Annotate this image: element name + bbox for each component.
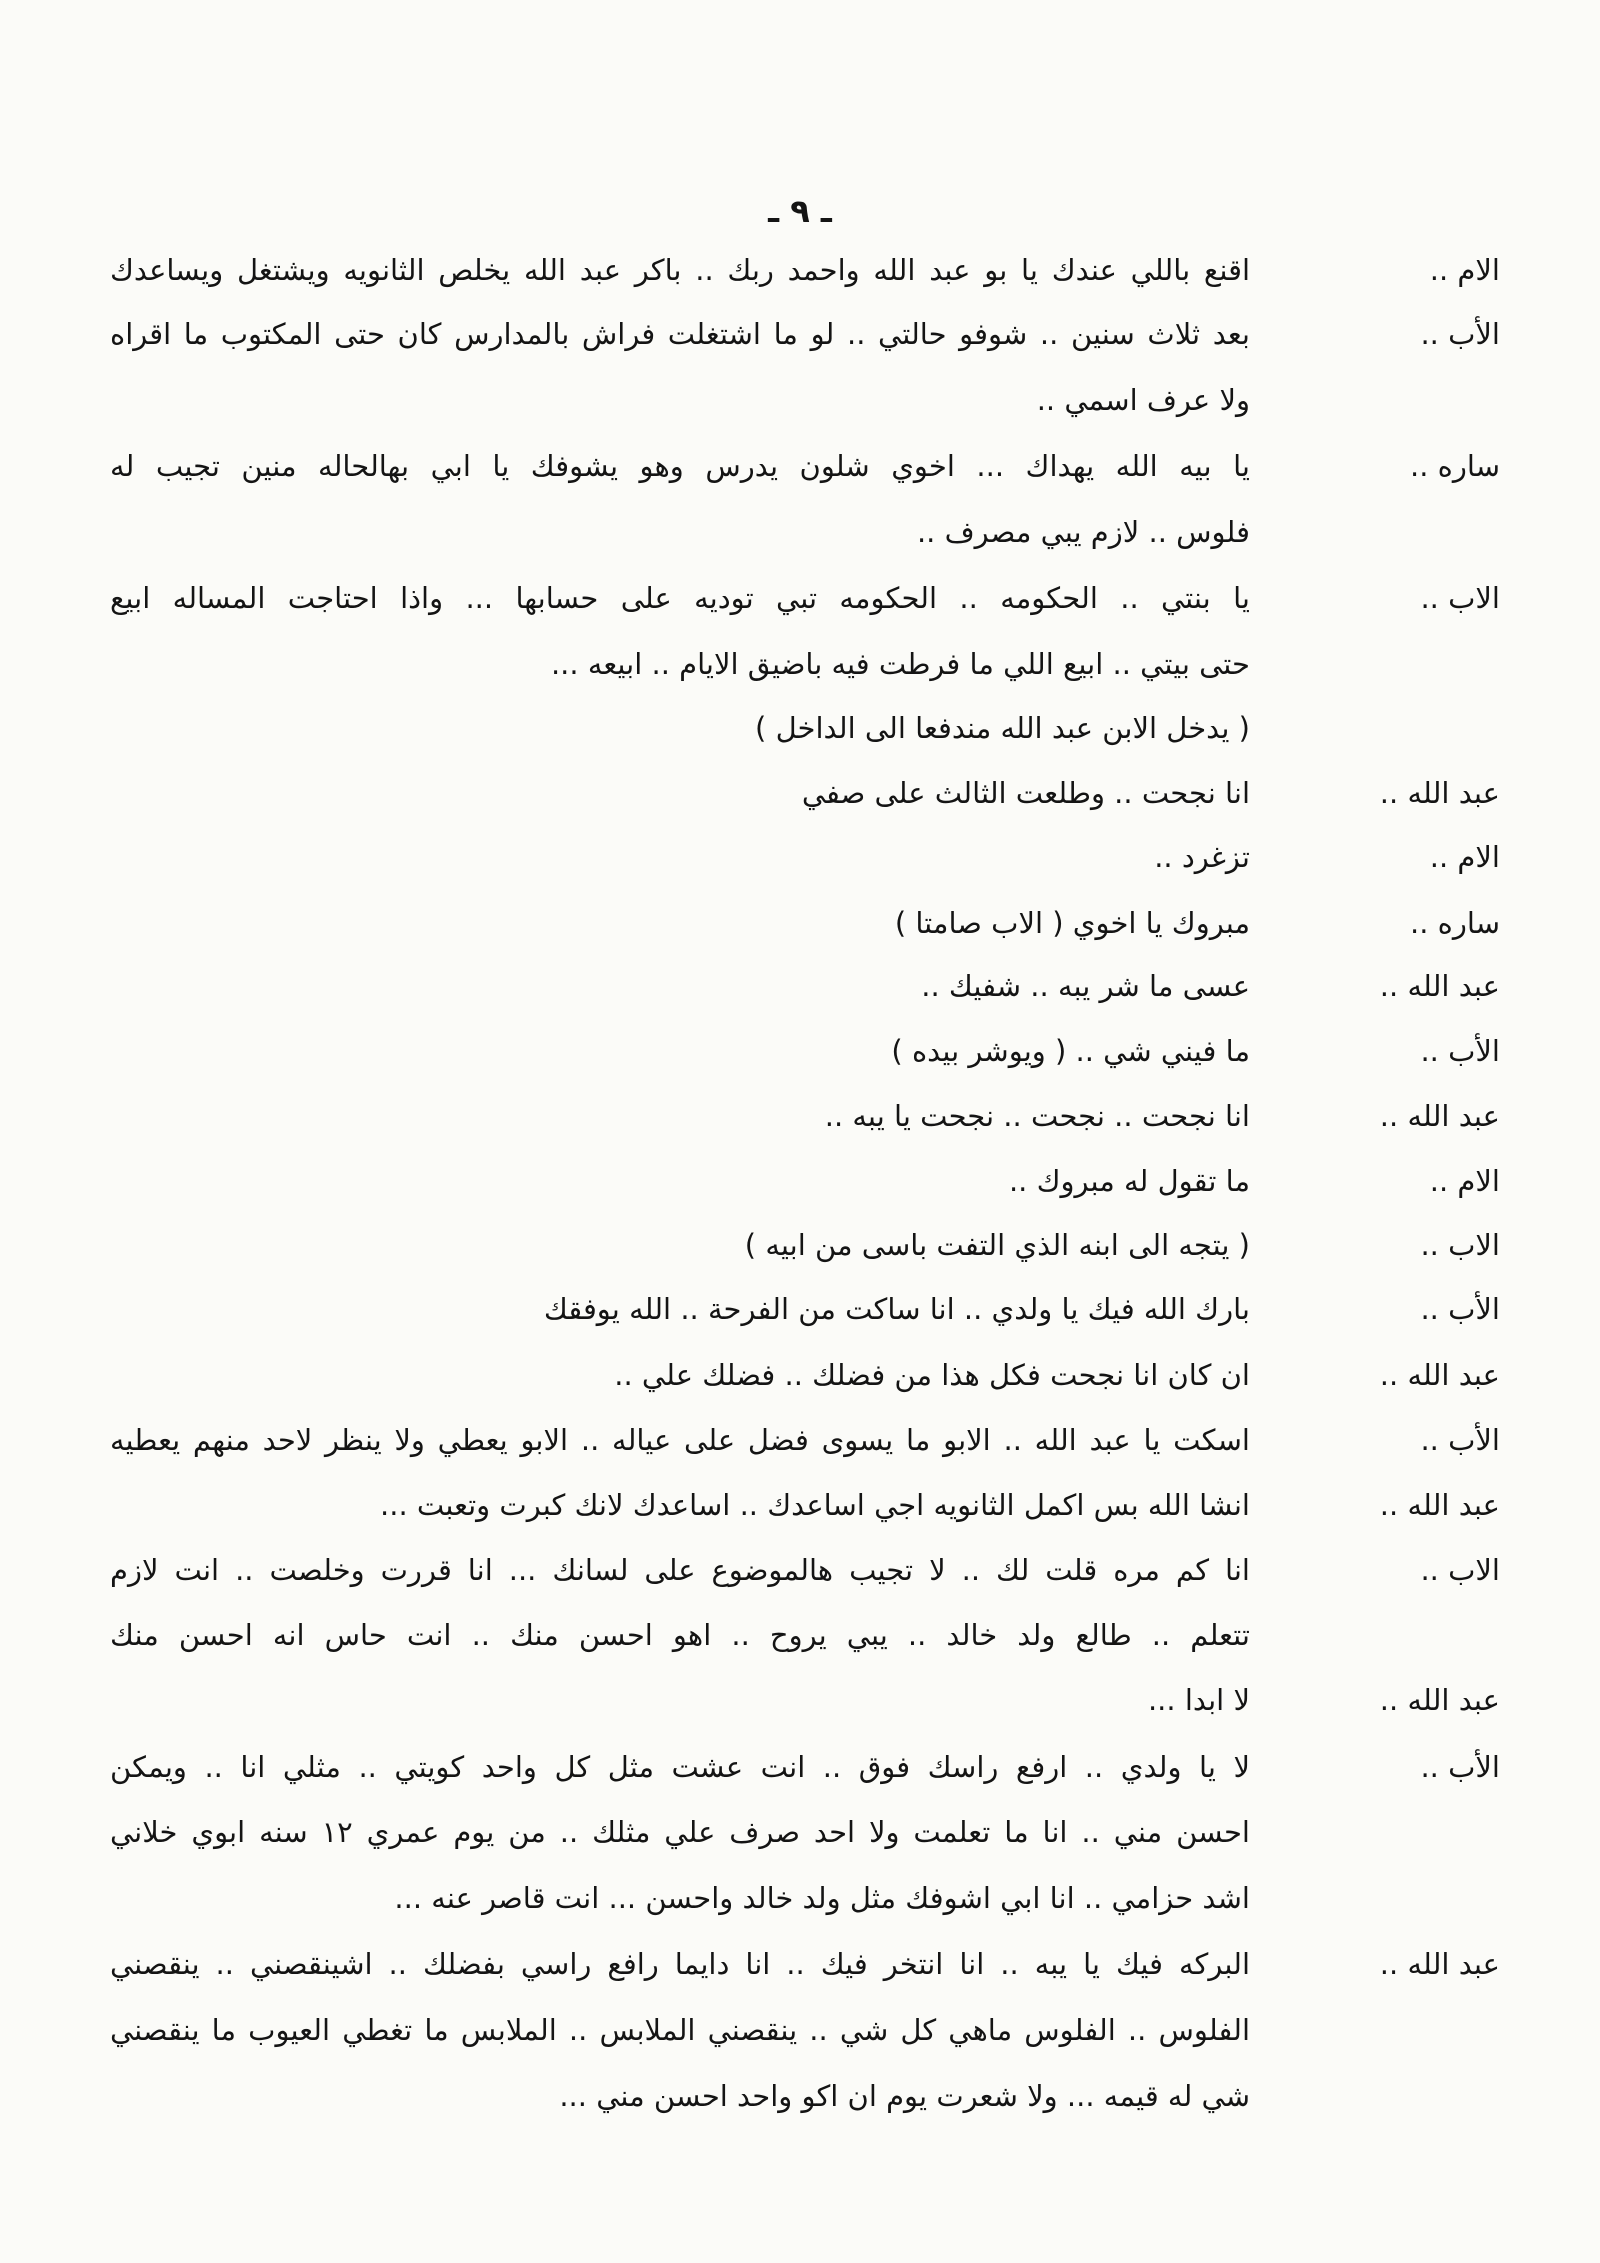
dialogue-line: [110, 444, 1500, 510]
speaker-name: عبد الله ..: [1379, 1358, 1500, 1392]
dialogue-line: [110, 1613, 1500, 1679]
dialogue-line: [110, 2074, 1500, 2140]
dialogue-line: [110, 1353, 1500, 1419]
speaker-name: الأب ..: [1420, 317, 1500, 351]
speech-text: الفلوس .. الفلوس ماهي كل شي .. ينقصني الملابس .. الملابس ما تغطي العيوب ما ينقصني: [110, 2013, 1250, 2047]
dialogue-line: [110, 248, 1500, 314]
speech-text: ( يدخل الابن عبد الله مندفعا الى الداخل ): [755, 711, 1250, 745]
speech-text: اشد حزامي .. انا ابي اشوفك مثل ولد خالد واحسن ... انت قاصر عنه ...: [394, 1881, 1250, 1915]
speech-text: انا نجحت .. وطلعت الثالث على صفي: [801, 776, 1250, 810]
dialogue-line: [110, 1810, 1500, 1876]
dialogue-line: [110, 1678, 1500, 1744]
speaker-name: الام ..: [1429, 253, 1500, 287]
speaker-name: عبد الله ..: [1379, 1488, 1500, 1522]
dialogue-line: [110, 1745, 1500, 1811]
dialogue-line: [110, 1418, 1500, 1484]
dialogue-line: [110, 510, 1500, 576]
speech-text: احسن مني .. انا ما تعلمت ولا احد صرف علي مثلك .. من يوم عمري ١٢ سنه ابوي خلاني: [110, 1815, 1250, 1849]
dialogue-line: [110, 1159, 1500, 1225]
dialogue-line: [110, 835, 1500, 901]
dialogue-line: [110, 378, 1500, 444]
speech-text: بعد ثلاث سنين .. شوفو حالتي .. لو ما اشتغلت فراش بالمدارس كان حتى المكتوب ما اقراه: [110, 317, 1250, 351]
dialogue-line: [110, 1094, 1500, 1160]
speech-text: مبروك يا اخوي ( الاب صامتا ): [894, 906, 1250, 940]
speaker-name: عبد الله ..: [1379, 1947, 1500, 1981]
dialogue-line: [110, 1483, 1500, 1549]
speaker-name: الأب ..: [1420, 1750, 1500, 1784]
dialogue-line: [110, 2008, 1500, 2074]
dialogue-line: [110, 1223, 1500, 1289]
dialogue-line: [110, 1548, 1500, 1614]
speaker-name: ساره ..: [1410, 449, 1500, 483]
speech-text: بارك الله فيك يا ولدي .. انا ساكت من الفرحة .. الله يوفقك: [543, 1292, 1250, 1326]
speaker-name: عبد الله ..: [1379, 776, 1500, 810]
speech-text: تتعلم .. طالع ولد خالد .. يبي يروح .. اهو احسن منك .. انت حاس انه احسن منك: [110, 1618, 1250, 1652]
dialogue-line: [110, 576, 1500, 642]
speech-text: ( يتجه الى ابنه الذي التفت باسى من ابيه ): [744, 1228, 1250, 1262]
speaker-name: ساره ..: [1410, 906, 1500, 940]
speech-text: شي له قيمه ... ولا شعرت يوم ان اكو واحد احسن مني ...: [559, 2079, 1250, 2113]
dialogue-line: [110, 312, 1500, 378]
dialogue-line: [110, 642, 1500, 708]
speaker-name: عبد الله ..: [1379, 1099, 1500, 1133]
speaker-name: الاب ..: [1420, 581, 1500, 615]
speech-text: البركه فيك يا يبه .. انا انتخر فيك .. انا دايما رافع راسي بفضلك .. اشينقصني .. ينقصني: [110, 1947, 1250, 1981]
speech-text: يا بيه الله يهداك ... اخوي شلون يدرس وهو يشوفك يا ابي بهالحاله منين تجيب له: [110, 449, 1250, 483]
speech-text: فلوس .. لازم يبي مصرف ..: [916, 515, 1250, 549]
speech-text: اسكت يا عبد الله .. الابو ما يسوى فضل على عياله .. الابو يعطي ولا ينظر لاحد منهم يعطيه: [110, 1423, 1250, 1457]
speech-text: انا كم مره قلت لك .. لا تجيب هالموضوع على لسانك ... انا قررت وخلصت .. انت لازم: [110, 1553, 1250, 1587]
speech-text: تزغرد ..: [1154, 840, 1250, 874]
speaker-name: الام ..: [1429, 1164, 1500, 1198]
dialogue-line: [110, 901, 1500, 967]
speech-text: عسى ما شر يبه .. شفيك ..: [921, 969, 1250, 1003]
speech-text: انا نجحت .. نجحت .. نجحت يا يبه ..: [824, 1099, 1250, 1133]
dialogue-line: [110, 706, 1500, 772]
speech-text: ان كان انا نجحت فكل هذا من فضلك .. فضلك علي ..: [614, 1358, 1250, 1392]
dialogue-line: [110, 1876, 1500, 1942]
dialogue-line: [110, 1942, 1500, 2008]
speech-text: لا يا ولدي .. ارفع راسك فوق .. انت عشت مثل كل واحد كويتي .. مثلي انا .. ويمكن: [110, 1750, 1250, 1784]
speaker-name: الأب ..: [1420, 1292, 1500, 1326]
speech-text: حتى بيتي .. ابيع اللي ما فرطت فيه باضيق الايام .. ابيعه ...: [550, 647, 1250, 681]
speaker-name: الأب ..: [1420, 1034, 1500, 1068]
speech-text: ولا عرف اسمي ..: [1036, 383, 1250, 417]
speech-text: انشا الله بس اكمل الثانويه اجي اساعدك .. اساعدك لانك كبرت وتعبت ...: [380, 1488, 1250, 1522]
speaker-name: الام ..: [1429, 840, 1500, 874]
speaker-name: الاب ..: [1420, 1228, 1500, 1262]
speaker-name: عبد الله ..: [1379, 1683, 1500, 1717]
speech-text: ما تقول له مبروك ..: [1008, 1164, 1250, 1198]
speech-text: لا ابدا ...: [1147, 1683, 1250, 1717]
speech-text: يا بنتي .. الحكومه .. الحكومه تبي توديه على حسابها ... واذا احتاجت المساله ابيع: [110, 581, 1250, 615]
speaker-name: الاب ..: [1420, 1553, 1500, 1587]
page-number: ـ ٩ ـ: [768, 192, 832, 230]
dialogue-line: [110, 1287, 1500, 1353]
speech-text: اقنع باللي عندك يا بو عبد الله واحمد ربك .. باكر عبد الله يخلص الثانويه ويشتغل ويساعدك: [110, 253, 1250, 287]
speaker-name: الأب ..: [1420, 1423, 1500, 1457]
speaker-name: عبد الله ..: [1379, 969, 1500, 1003]
dialogue-line: [110, 964, 1500, 1030]
dialogue-line: [110, 771, 1500, 837]
speech-text: ما فيني شي .. ( ويوشر بيده ): [891, 1034, 1250, 1068]
dialogue-line: [110, 1029, 1500, 1095]
